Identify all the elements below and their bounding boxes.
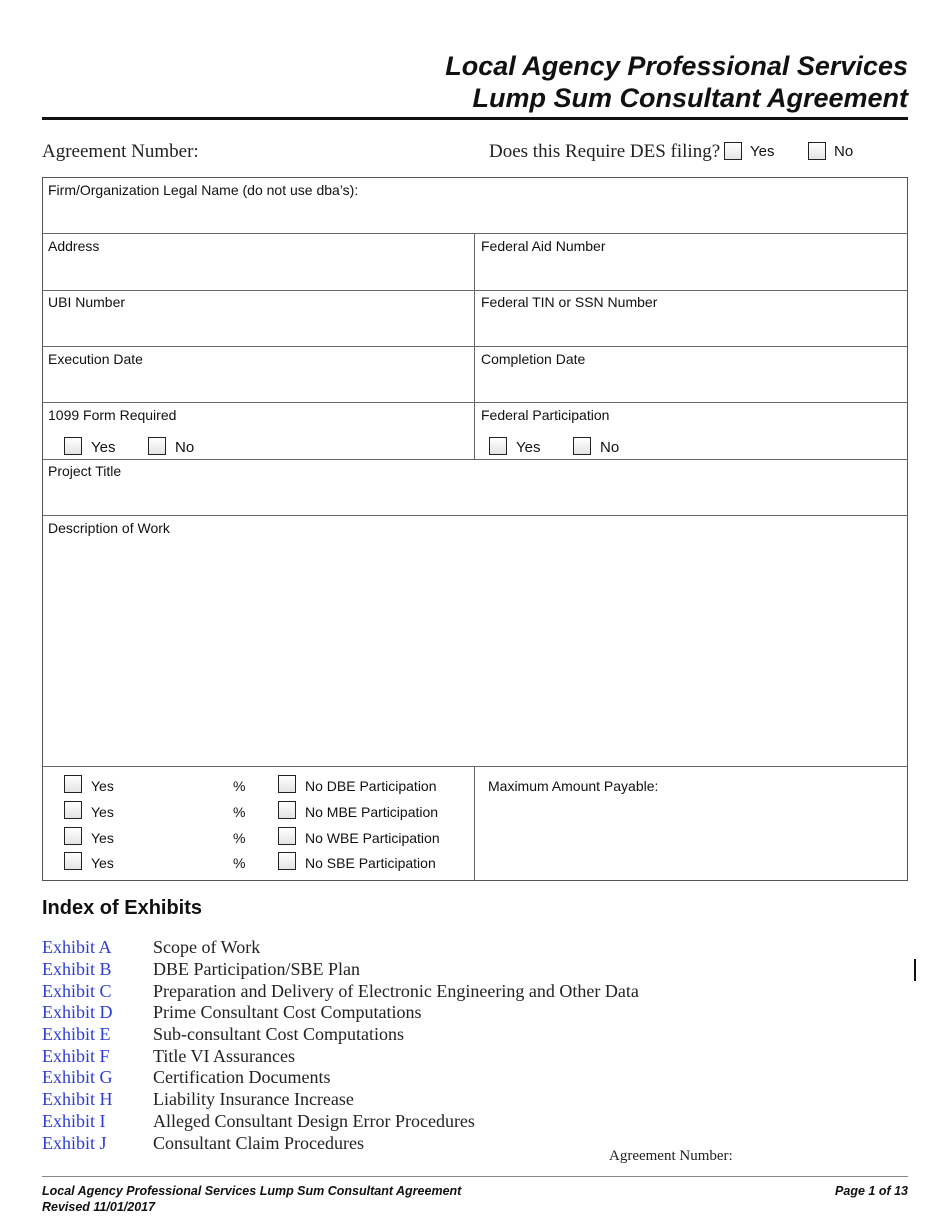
sbe-yes-label: Yes xyxy=(91,855,114,871)
footer-page-number: Page 1 of 13 xyxy=(835,1184,908,1198)
exhibit-description: Consultant Claim Procedures xyxy=(153,1133,364,1153)
project-title-field[interactable]: Project Title xyxy=(48,463,122,479)
form-1099-yes-label: Yes xyxy=(91,439,116,456)
footer-agreement-number-label: Agreement Number: xyxy=(609,1148,733,1164)
completion-date-field[interactable]: Completion Date xyxy=(481,351,586,367)
exhibit-f-link[interactable]: Exhibit F xyxy=(42,1046,110,1066)
federal-tin-field[interactable]: Federal TIN or SSN Number xyxy=(481,294,658,310)
des-yes-checkbox[interactable] xyxy=(724,142,742,160)
federal-participation-yes-checkbox[interactable] xyxy=(489,437,507,455)
exhibit-description: Sub-consultant Cost Computations xyxy=(153,1024,405,1044)
page-title-line2: Lump Sum Consultant Agreement xyxy=(472,83,908,113)
form-1099-no-checkbox[interactable] xyxy=(148,437,166,455)
index-of-exhibits-heading: Index of Exhibits xyxy=(42,897,203,919)
divider xyxy=(42,346,908,347)
wbe-yes-label: Yes xyxy=(91,830,114,846)
des-no-label: No xyxy=(834,143,854,160)
divider xyxy=(42,766,908,767)
wbe-percent-field[interactable]: % xyxy=(233,830,246,846)
no-dbe-checkbox[interactable] xyxy=(278,775,296,793)
footer-document-title: Local Agency Professional Services Lump Sum Consultant Agreement xyxy=(42,1184,462,1198)
divider xyxy=(42,233,908,234)
mbe-yes-checkbox[interactable] xyxy=(64,801,82,819)
divider xyxy=(42,459,908,460)
footer-rule xyxy=(42,1176,908,1177)
agreement-form-box xyxy=(42,177,908,881)
header-rule xyxy=(42,117,908,120)
exhibit-b-link[interactable]: Exhibit B xyxy=(42,959,112,979)
sbe-yes-checkbox[interactable] xyxy=(64,852,82,870)
no-sbe-checkbox[interactable] xyxy=(278,852,296,870)
exhibit-i-link[interactable]: Exhibit I xyxy=(42,1111,106,1131)
no-sbe-label: No SBE Participation xyxy=(305,855,436,871)
form-1099-label: 1099 Form Required xyxy=(48,407,177,423)
exhibit-g-link[interactable]: Exhibit G xyxy=(42,1067,113,1087)
exhibit-description: Alleged Consultant Design Error Procedures xyxy=(153,1111,475,1131)
description-of-work-field[interactable]: Description of Work xyxy=(48,520,170,536)
no-mbe-checkbox[interactable] xyxy=(278,801,296,819)
exhibit-description: Scope of Work xyxy=(153,937,261,957)
divider xyxy=(42,402,908,403)
column-divider xyxy=(474,766,475,880)
form-1099-no-label: No xyxy=(175,439,195,456)
federal-participation-no-checkbox[interactable] xyxy=(573,437,591,455)
sbe-percent-field[interactable]: % xyxy=(233,855,246,871)
des-no-checkbox[interactable] xyxy=(808,142,826,160)
exhibit-c-link[interactable]: Exhibit C xyxy=(42,981,112,1001)
ubi-number-field[interactable]: UBI Number xyxy=(48,294,126,310)
exhibit-h-link[interactable]: Exhibit H xyxy=(42,1089,113,1109)
no-wbe-checkbox[interactable] xyxy=(278,827,296,845)
federal-participation-label: Federal Participation xyxy=(481,407,610,423)
divider xyxy=(42,515,908,516)
agreement-number-label: Agreement Number: xyxy=(42,141,199,162)
exhibit-description: Liability Insurance Increase xyxy=(153,1089,354,1109)
no-wbe-label: No WBE Participation xyxy=(305,830,440,846)
form-1099-yes-checkbox[interactable] xyxy=(64,437,82,455)
dbe-yes-label: Yes xyxy=(91,778,114,794)
footer-revised-date: Revised 11/01/2017 xyxy=(42,1200,156,1214)
divider xyxy=(42,290,908,291)
exhibit-description: DBE Participation/SBE Plan xyxy=(153,959,360,979)
text-cursor xyxy=(914,959,916,981)
exhibit-e-link[interactable]: Exhibit E xyxy=(42,1024,111,1044)
federal-participation-yes-label: Yes xyxy=(516,439,541,456)
exhibit-description: Certification Documents xyxy=(153,1067,331,1087)
des-yes-label: Yes xyxy=(750,143,775,160)
federal-participation-no-label: No xyxy=(600,439,620,456)
exhibit-description: Title VI Assurances xyxy=(153,1046,296,1066)
maximum-amount-payable-field[interactable]: Maximum Amount Payable: xyxy=(488,778,659,794)
column-divider xyxy=(474,233,475,459)
mbe-yes-label: Yes xyxy=(91,804,114,820)
des-filing-question: Does this Require DES filing? xyxy=(489,141,721,162)
wbe-yes-checkbox[interactable] xyxy=(64,827,82,845)
page-title-line1: Local Agency Professional Services xyxy=(445,51,908,81)
exhibit-j-link[interactable]: Exhibit J xyxy=(42,1133,107,1153)
dbe-percent-field[interactable]: % xyxy=(233,778,246,794)
address-field[interactable]: Address xyxy=(48,238,100,254)
exhibit-a-link[interactable]: Exhibit A xyxy=(42,937,112,957)
mbe-percent-field[interactable]: % xyxy=(233,804,246,820)
firm-name-field[interactable]: Firm/Organization Legal Name (do not use dba’s): xyxy=(48,182,359,198)
exhibit-description: Preparation and Delivery of Electronic Engineering and Other Data xyxy=(153,981,639,1001)
dbe-yes-checkbox[interactable] xyxy=(64,775,82,793)
exhibit-description: Prime Consultant Cost Computations xyxy=(153,1002,422,1022)
no-dbe-label: No DBE Participation xyxy=(305,778,437,794)
no-mbe-label: No MBE Participation xyxy=(305,804,439,820)
exhibit-d-link[interactable]: Exhibit D xyxy=(42,1002,113,1022)
execution-date-field[interactable]: Execution Date xyxy=(48,351,143,367)
federal-aid-number-field[interactable]: Federal Aid Number xyxy=(481,238,606,254)
